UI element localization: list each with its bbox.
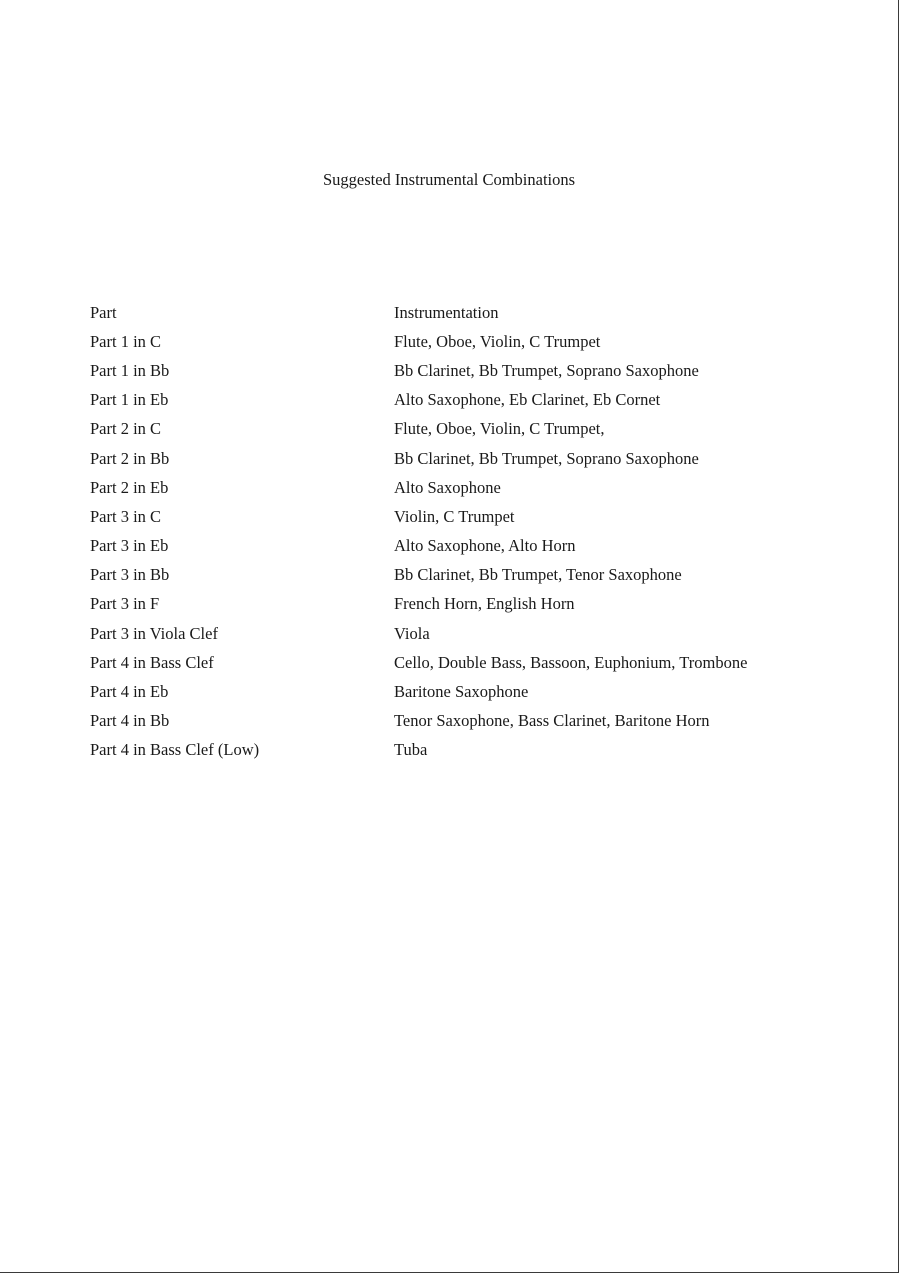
cell-instrumentation: Flute, Oboe, Violin, C Trumpet bbox=[394, 331, 601, 351]
table-row bbox=[90, 473, 850, 502]
table-row bbox=[90, 415, 850, 444]
cell-instrumentation: Bb Clarinet, Bb Trumpet, Tenor Saxophone bbox=[394, 565, 682, 585]
table-row bbox=[90, 619, 850, 648]
table-row bbox=[90, 327, 850, 356]
table-body bbox=[90, 327, 850, 765]
cell-part: Part 1 in Bb bbox=[90, 360, 170, 380]
cell-part: Part 4 in Bb bbox=[90, 711, 170, 731]
cell-part: Part 1 in C bbox=[90, 331, 162, 351]
cell-part: Part 2 in Bb bbox=[90, 448, 170, 468]
cell-part: Part 2 in Eb bbox=[90, 477, 169, 497]
cell-instrumentation: Violin, C Trumpet bbox=[394, 506, 515, 526]
cell-part: Part 3 in F bbox=[90, 594, 160, 614]
header-part: Part bbox=[90, 302, 117, 322]
cell-instrumentation: Alto Saxophone bbox=[394, 477, 501, 497]
cell-instrumentation: Viola bbox=[394, 623, 430, 643]
cell-part: Part 3 in Viola Clef bbox=[90, 623, 218, 643]
cell-instrumentation: Tuba bbox=[394, 740, 428, 760]
cell-instrumentation: Bb Clarinet, Bb Trumpet, Soprano Saxophone bbox=[394, 360, 699, 380]
table-row bbox=[90, 736, 850, 765]
cell-instrumentation: Tenor Saxophone, Bass Clarinet, Baritone Horn bbox=[394, 711, 710, 731]
cell-part: Part 1 in Eb bbox=[90, 390, 169, 410]
cell-part: Part 2 in C bbox=[90, 419, 162, 439]
cell-part: Part 4 in Eb bbox=[90, 682, 169, 702]
cell-part: Part 3 in Eb bbox=[90, 536, 169, 556]
cell-instrumentation: Cello, Double Bass, Bassoon, Euphonium, Trombone bbox=[394, 652, 748, 672]
table-row bbox=[90, 502, 850, 531]
cell-part: Part 3 in C bbox=[90, 506, 162, 526]
page-title: Suggested Instrumental Combinations bbox=[322, 170, 576, 189]
cell-instrumentation: Flute, Oboe, Violin, C Trumpet, bbox=[394, 419, 605, 439]
cell-instrumentation: Bb Clarinet, Bb Trumpet, Soprano Saxophone bbox=[394, 448, 699, 468]
instrumentation-table bbox=[90, 298, 850, 765]
table-row bbox=[90, 590, 850, 619]
cell-part: Part 3 in Bb bbox=[90, 565, 170, 585]
cell-part: Part 4 in Bass Clef (Low) bbox=[90, 740, 260, 760]
table-row bbox=[90, 532, 850, 561]
table-row bbox=[90, 648, 850, 677]
cell-instrumentation: Alto Saxophone, Alto Horn bbox=[394, 536, 576, 556]
table-row bbox=[90, 356, 850, 385]
table-row bbox=[90, 561, 850, 590]
cell-instrumentation: Alto Saxophone, Eb Clarinet, Eb Cornet bbox=[394, 390, 661, 410]
cell-instrumentation: French Horn, English Horn bbox=[394, 594, 575, 614]
table-header-row bbox=[90, 298, 850, 327]
cell-instrumentation: Baritone Saxophone bbox=[394, 682, 529, 702]
table-row bbox=[90, 707, 850, 736]
cell-part: Part 4 in Bass Clef bbox=[90, 652, 214, 672]
table-row bbox=[90, 677, 850, 706]
table-row bbox=[90, 444, 850, 473]
table-row bbox=[90, 386, 850, 415]
header-instrumentation: Instrumentation bbox=[394, 302, 499, 322]
